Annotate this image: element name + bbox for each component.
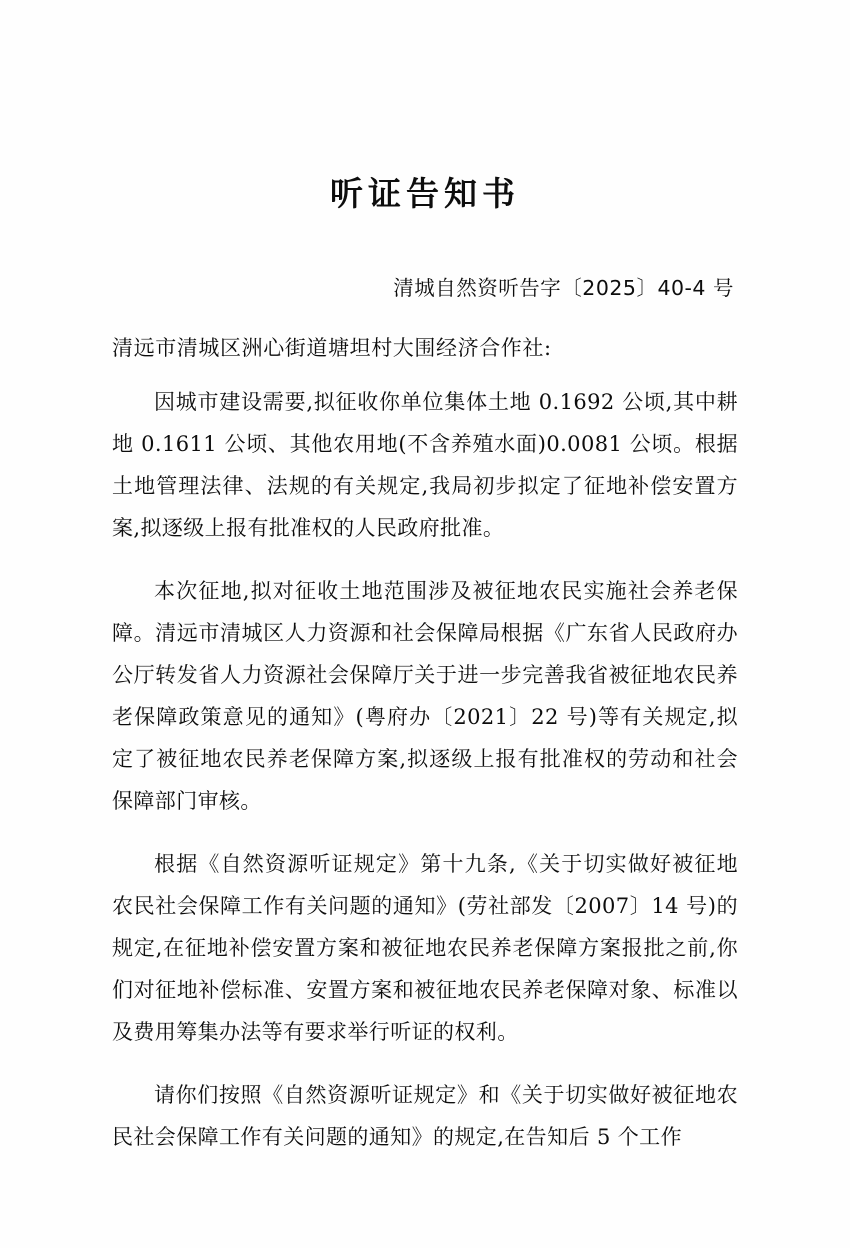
body-paragraph-1: 因城市建设需要,拟征收你单位集体土地 0.1692 公顷,其中耕地 0.1611 公顷、其他农用地(不含养殖水面)0.0081 公顷。根据土地管理法律、法规的有关规定,我局初步拟定了征地补偿安置方案,拟逐级上报有批准权的人民政府批准。 [112,389,738,540]
addressee-line: 清远市清城区洲心街道塘坦村大围经济合作社: [112,336,552,360]
body-paragraph-4: 请你们按照《自然资源听证规定》和《关于切实做好被征地农民社会保障工作有关问题的通知》的规定,在告知后 5 个工作 [112,1082,738,1149]
body-paragraph-2: 本次征地,拟对征收土地范围涉及被征地农民实施社会养老保障。清远市清城区人力资源和社会保障局根据《广东省人民政府办公厅转发省人力资源社会保障厅关于进一步完善我省被征地农民养老保障政策意见的通知》(粤府办〔2021〕22 号)等有关规定,拟定了被征地农民养老保障方案,拟逐级上报有批准权的劳动和社会保障部门审核。 [112,578,738,813]
page-title: 听证告知书 [330,174,520,213]
document-number: 清城自然资听告字〔2025〕40-4 号 [393,276,734,300]
body-paragraph-3: 根据《自然资源听证规定》第十九条,《关于切实做好被征地农民社会保障工作有关问题的通知》(劳社部发〔2007〕14 号)的规定,在征地补偿安置方案和被征地农民养老保障方案报批之前,你们对征地补偿标准、安置方案和被征地农民养老保障对象、标准以及费用筹集办法等有要求举行听证的权利。 [112,851,738,1044]
